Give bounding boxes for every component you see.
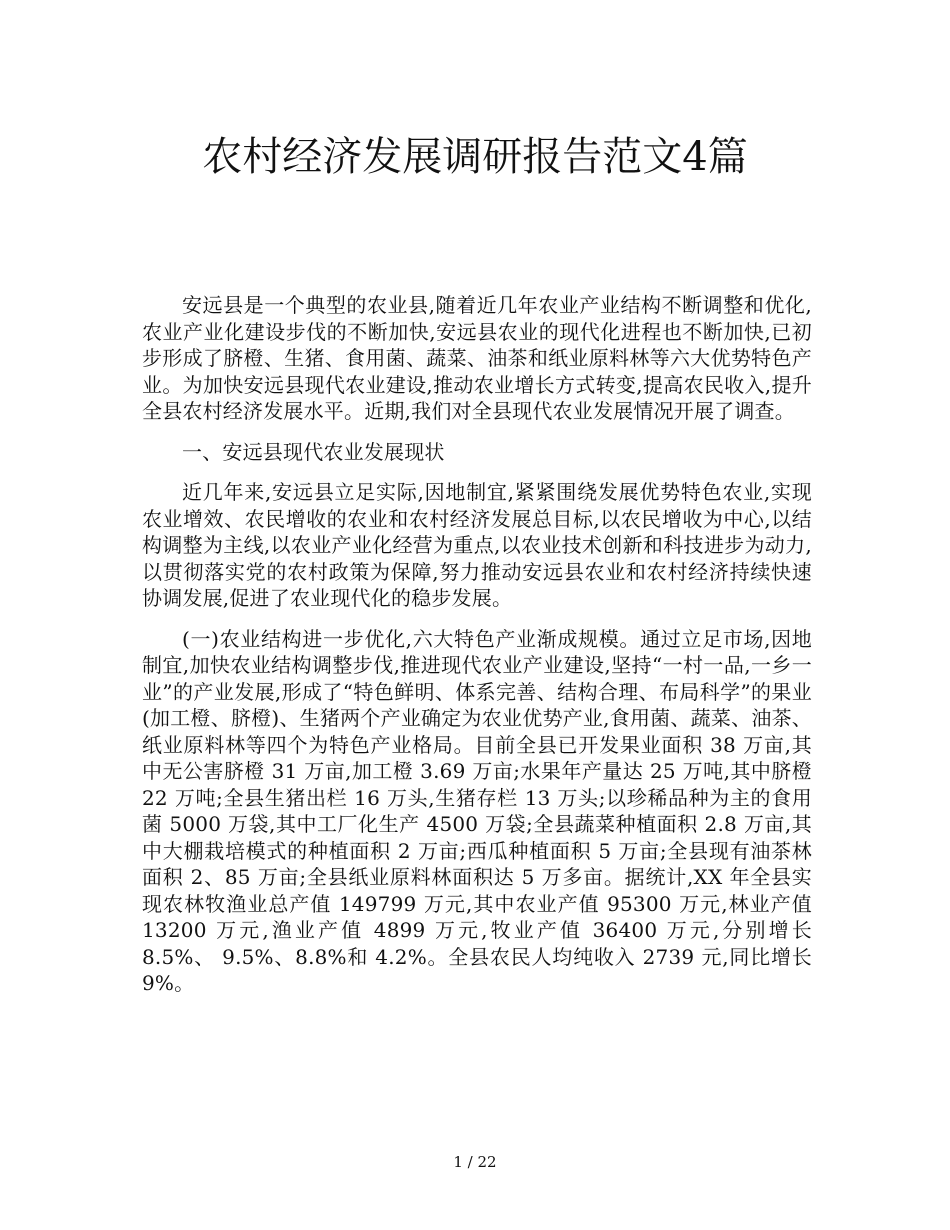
status-paragraph: 近几年来,安远县立足实际,因地制宜,紧紧围绕发展优势特色农业,实现农业增效、农民增收的农业和农村经济发展总目标,以农民增收为中心,以结构调整为主线,以农业产业化经营为重点,以农业技术创新和科技进步为动力,以贯彻落实党的农村政策为保障,努力推动安远县农业和农村经济持续快速协调发展,促进了农业现代化的稳步发展。 [142, 480, 812, 610]
document-body [142, 292, 812, 1011]
intro-paragraph: 安远县是一个典型的农业县,随着近几年农业产业结构不断调整和优化,农业产业化建设步伐的不断加快,安远县农业的现代化进程也不断加快,已初步形成了脐橙、生猪、食用菌、蔬菜、油茶和纸业原料林等六大优势特色产业。为加快安远县现代农业建设,推动农业增长方式转变,提高农民收入,提升全县农村经济发展水平。近期,我们对全县现代农业发展情况开展了调查。 [142, 293, 812, 423]
document-title: 农村经济发展调研报告范文4篇 [202, 134, 748, 180]
page-number: 1 / 22 [453, 1153, 497, 1171]
section-heading: 一、安远县现代农业发展现状 [182, 439, 445, 464]
structure-paragraph: (一)农业结构进一步优化,六大特色产业渐成规模。通过立足市场,因地制宜,加快农业结构调整步伐,推进现代农业产业建设,坚持“一村一品,一乡一业”的产业发展,形成了“特色鲜明、体系完善、结构合理、布局科学”的果业(加工橙、脐橙)、生猪两个产业确定为农业优势产业,食用菌、蔬菜、油茶、纸业原料林等四个为特色产业格局。目前全县已开发果业面积 38 万亩,其中无公害脐橙 31 万亩,加工橙 3.69 万亩;水果年产量达 25 万吨,其中脐橙 22 万吨;全县生猪出栏 16 万头,生猪存栏 13 万头;以珍稀品种为主的食用菌 5000 万袋,其中工厂化生产 4500 万袋;全县蔬菜种植面积 2.8 万亩,其中大棚栽培模式的种植面积 2 万亩;西瓜种植面积 5 万亩;全县现有油茶林面积 2、85 万亩;全县纸业原料林面积达 5 万多亩。据统计,XX 年全县实现农林牧渔业总产值 149799 万元,其中农业产值 95300 万元,林业产值 13200 万元,渔业产值 4899 万元,牧业产值 36400 万元,分别增长 8.5%、 9.5%、8.8%和 4.2%。全县农民人均纯收入 2739 元,同比增长 9%。 [142, 626, 812, 995]
